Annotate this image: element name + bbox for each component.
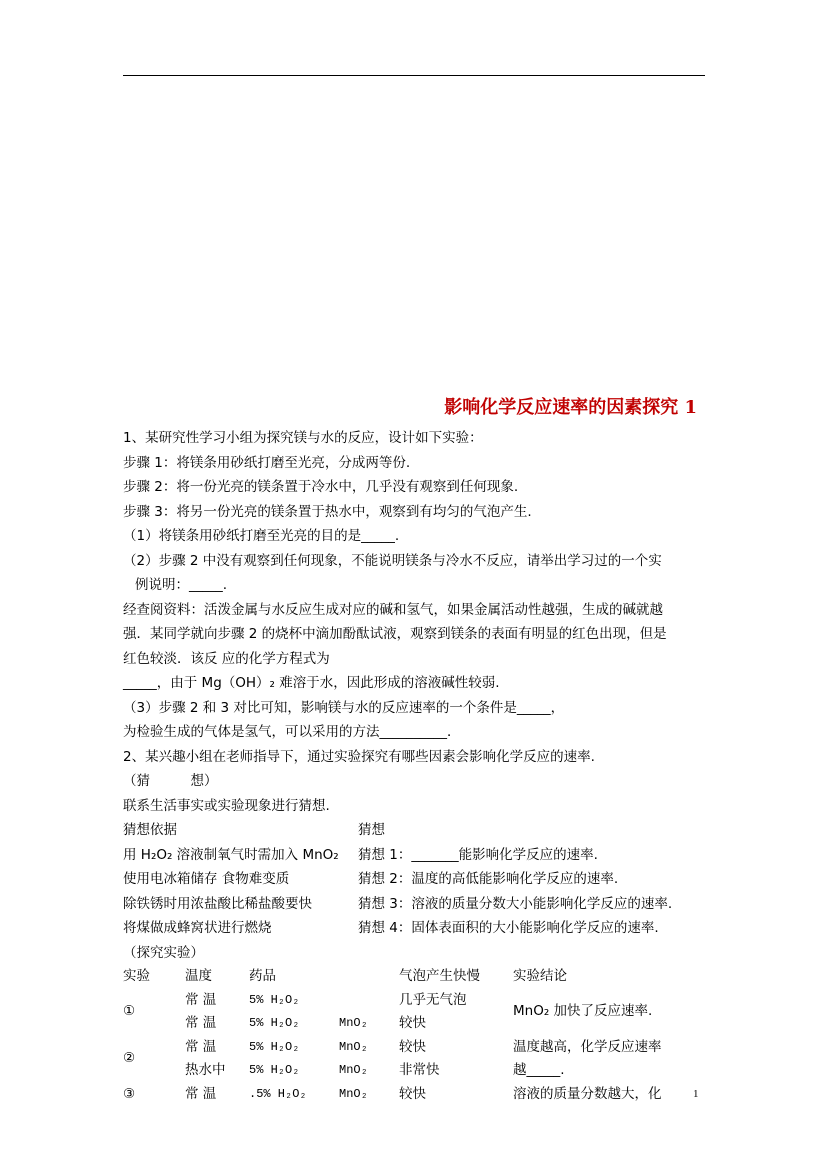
q1-info4: _____，由于 Mg（OH）₂ 难溶于水，因此形成的溶液碱性较弱. (123, 675, 500, 691)
header-exp: 实验 (123, 968, 150, 984)
bubble-cell: 非常快 (399, 1062, 440, 1078)
catalyst-cell: MnO₂ (339, 1039, 368, 1054)
header-drug: 药品 (249, 968, 276, 984)
conclusion-line: MnO₂ 加快了反应速率. (513, 1003, 653, 1020)
table-row (123, 1036, 703, 1060)
header-catalyst (339, 965, 399, 989)
guess-list (123, 818, 703, 941)
exp-id: ② (123, 1050, 136, 1067)
table-row (123, 989, 703, 1013)
page-title: 影响化学反应速率的因素探究 1 (444, 397, 697, 418)
temp-cell: 常 温 (185, 1015, 217, 1031)
q1-intro: 1、某研究性学习小组为探究镁与水的反应，设计如下实验： (123, 430, 483, 446)
guess-basis: 猜想依据 (123, 822, 177, 838)
document-body (123, 426, 703, 1106)
table-row (123, 1059, 703, 1083)
drug-cell: 5% H₂O₂ (249, 1063, 300, 1077)
q1-sub3b: 为检验生成的气体是氢气，可以采用的方法__________． (123, 724, 461, 740)
guess-basis: 将煤做成蜂窝状进行燃烧 (123, 920, 272, 936)
guess-text: 猜想 2：温度的高低能影响化学反应的速率. (358, 871, 619, 887)
header-rule (123, 75, 705, 76)
guess-row (123, 916, 703, 941)
exp-id: ③ (123, 1085, 136, 1102)
page-number: 1 (693, 1088, 699, 1100)
guess-basis: 用 H₂O₂ 溶液制氧气时需加入 MnO₂ (123, 846, 339, 863)
temp-cell: 常 温 (185, 1038, 217, 1055)
q2-explore-heading: （探究实验） (123, 944, 204, 961)
temp-cell: 常 温 (185, 991, 217, 1008)
header-temp: 温度 (185, 968, 212, 984)
temp-cell: 热水中 (185, 1062, 226, 1078)
bubble-cell: 较快 (399, 1085, 426, 1102)
table-header-row (123, 965, 703, 989)
q1-step2: 步骤 2：将一份光亮的镁条置于冷水中，几乎没有观察到任何现象. (123, 479, 519, 495)
guess-basis: 使用电冰箱储存 食物难变质 (123, 871, 290, 887)
q1-sub3a: （3）步骤 2 和 3 对比可知，影响镁与水的反应速率的一个条件是_____， (123, 699, 565, 716)
guess-row (123, 843, 703, 868)
guess-text: 猜想 4：固体表面积的大小能影响化学反应的速率. (358, 920, 659, 936)
experiment-table (123, 965, 703, 1106)
bubble-cell: 几乎无气泡 (399, 991, 467, 1008)
guess-row (123, 892, 703, 917)
bubble-cell: 较快 (399, 1038, 426, 1055)
catalyst-cell: MnO₂ (339, 1086, 368, 1101)
conclusion-cell: 溶液的质量分数越大，化 (513, 1085, 662, 1102)
drug-cell: .5% H₂O₂ (249, 1086, 307, 1101)
guess-text: 猜想 (358, 822, 385, 838)
guess-row (123, 818, 703, 843)
table-row (123, 1083, 703, 1107)
q2-guess-intro: 联系生活事实或实验现象进行猜想. (123, 797, 330, 814)
q2-guess-heading: （猜 想） (123, 773, 218, 789)
exp-id: ① (123, 1003, 136, 1020)
bubble-cell: 较快 (399, 1015, 426, 1031)
guess-text: 猜想 1：_______能影响化学反应的速率. (358, 846, 598, 863)
header-conclusion: 实验结论 (513, 968, 567, 984)
drug-cell: 5% H₂O₂ (249, 1039, 300, 1054)
drug-cell: 5% H₂O₂ (249, 992, 300, 1007)
catalyst-cell: MnO₂ (339, 1063, 368, 1077)
q2-intro: 2、某兴趣小组在老师指导下，通过实验探究有哪些因素会影响化学反应的速率. (123, 748, 595, 765)
q1-sub2b: 例说明：_____. (135, 577, 228, 593)
q1-sub1: （1）将镁条用砂纸打磨至光亮的目的是_____. (123, 528, 400, 544)
catalyst-cell: MnO₂ (339, 1016, 368, 1030)
q1-step3: 步骤 3：将另一份光亮的镁条置于热水中，观察到有均匀的气泡产生. (123, 503, 532, 520)
guess-basis: 除铁锈时用浓盐酸比稀盐酸要快 (123, 895, 312, 912)
temp-cell: 常 温 (185, 1085, 217, 1102)
catalyst-cell (339, 989, 399, 1013)
conclusion-cell (513, 989, 703, 1036)
conclusion-cell: 温度越高，化学反应速率 (513, 1038, 662, 1055)
q1-info2: 强．某同学就向步骤 2 的烧杯中滴加酚酞试液，观察到镁条的表面有明显的红色出现，但是 (123, 626, 667, 642)
q1-step1: 步骤 1：将镁条用砂纸打磨至光亮，分成两等份. (123, 454, 411, 471)
header-bubble: 气泡产生快慢 (399, 968, 480, 984)
q1-sub2a: （2）步骤 2 中没有观察到任何现象，不能说明镁条与冷水不反应，请举出学习过的一个实 (123, 552, 662, 569)
guess-text: 猜想 3：溶液的质量分数大小能影响化学反应的速率. (358, 895, 673, 912)
conclusion-cell: 越_____. (513, 1062, 565, 1078)
drug-cell: 5% H₂O₂ (249, 1016, 300, 1030)
q1-info1: 经查阅资料：活泼金属与水反应生成对应的碱和氢气，如果金属活动性越强，生成的碱就越 (123, 601, 663, 618)
q1-info3: 红色较淡．该反 应的化学方程式为 (123, 650, 330, 667)
guess-row (123, 867, 703, 892)
